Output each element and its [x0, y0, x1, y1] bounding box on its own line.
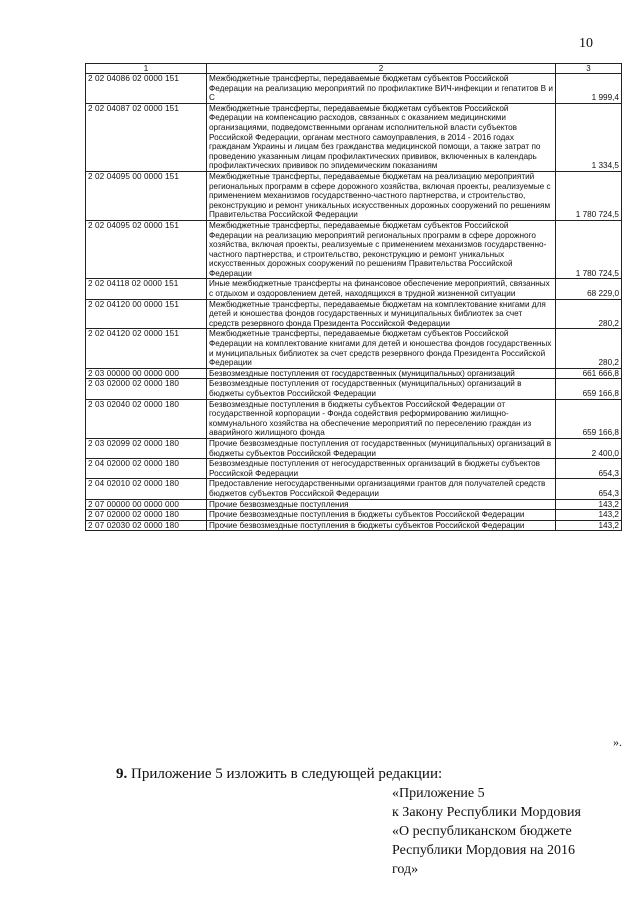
table-header-row: [86, 64, 622, 74]
revenue-description: Прочие безвозмездные поступления: [207, 499, 556, 510]
amount: 143,2: [556, 520, 622, 531]
table-row: [86, 379, 622, 399]
amount: 280,2: [556, 329, 622, 368]
table-row: [86, 299, 622, 329]
amount: 661 666,8: [556, 368, 622, 379]
table-row: [86, 220, 622, 279]
budget-code: 2 02 04118 02 0000 151: [86, 279, 207, 299]
budget-code: 2 07 02030 02 0000 180: [86, 520, 207, 531]
table-row: [86, 103, 622, 171]
column-header: 1: [86, 64, 207, 74]
amount: 280,2: [556, 299, 622, 329]
appendix-line: «Приложение 5: [392, 786, 485, 801]
table-row: [86, 279, 622, 299]
budget-code: 2 03 02000 02 0000 180: [86, 379, 207, 399]
table-row: [86, 479, 622, 499]
revenue-description: Межбюджетные трансферты, передаваемые бюджетам субъектов Российской Федерации на реализацию мероприятий по профилактике ВИЧ-инфекции и гепатитов В и С: [207, 74, 556, 104]
table-row: [86, 171, 622, 220]
budget-code: 2 04 02000 02 0000 180: [86, 459, 207, 479]
revenue-description: Межбюджетные трансферты, передаваемые бюджетам субъектов Российской Федерации на комплектование книгами для детей и юношества фондов государственных и муниципальных библиотек за счет средств резервного фонда Президента Российской Федерации: [207, 329, 556, 368]
column-header: 2: [207, 64, 556, 74]
budget-code: 2 03 00000 00 0000 000: [86, 368, 207, 379]
amount: 654,3: [556, 459, 622, 479]
budget-code: 2 02 04120 00 0000 151: [86, 299, 207, 329]
column-header: 3: [556, 64, 622, 74]
budget-code: 2 02 04086 02 0000 151: [86, 74, 207, 104]
amount: 1 780 724,5: [556, 171, 622, 220]
appendix-line: «О республиканском бюджете: [392, 824, 572, 839]
budget-code: 2 02 04087 02 0000 151: [86, 103, 207, 171]
amount: 1 334,5: [556, 103, 622, 171]
amount: 1 780 724,5: [556, 220, 622, 279]
table-row: [86, 499, 622, 510]
table-row: [86, 520, 622, 531]
budget-code: 2 07 00000 00 0000 000: [86, 499, 207, 510]
table-row: [86, 329, 622, 368]
revenue-description: Межбюджетные трансферты, передаваемые бюджетам на реализацию мероприятий региональных программ в сфере дорожного хозяйства, включая проекты, реализуемые с применением механизмов государственно-частного партнерства, и строительство, реконструкцию и ремонт уникальных искусственных дорожных сооружений по решениям Правительства Российской Федерации: [207, 171, 556, 220]
table-row: [86, 399, 622, 438]
revenue-description: Безвозмездные поступления в бюджеты субъектов Российской Федерации от государственной корпорации - Фонда содействия реформированию жилищно-коммунального хозяйства на обеспечение мероприятий по переселению граждан из аварийного жилищного фонда: [207, 399, 556, 438]
budget-code: 2 03 02099 02 0000 180: [86, 438, 207, 458]
appendix-line: к Закону Республики Мордовия: [392, 805, 581, 820]
item-number: 9.: [116, 766, 128, 782]
amount: 659 166,8: [556, 379, 622, 399]
revenue-description: Предоставление негосударственными организациями грантов для получателей средств бюджетов субъектов Российской Федерации: [207, 479, 556, 499]
item-text: Приложение 5 изложить в следующей редакции:: [131, 766, 443, 782]
amount: 143,2: [556, 510, 622, 521]
appendix-header: [392, 784, 622, 879]
amount: 2 400,0: [556, 438, 622, 458]
revenue-description: Прочие безвозмездные поступления в бюджеты субъектов Российской Федерации: [207, 510, 556, 521]
amount: 659 166,8: [556, 399, 622, 438]
revenue-description: Безвозмездные поступления от негосударственных организаций в бюджеты субъектов Российской Федерации: [207, 459, 556, 479]
appendix-line: год»: [392, 862, 419, 877]
appendix-line: Республики Мордовия на 2016: [392, 843, 576, 858]
revenue-description: Прочие безвозмездные поступления в бюджеты субъектов Российской Федерации: [207, 520, 556, 531]
table-row: [86, 74, 622, 104]
table-row: [86, 368, 622, 379]
revenue-description: Безвозмездные поступления от государственных (муниципальных) организаций в бюджеты субъектов Российской Федерации: [207, 379, 556, 399]
table-row: [86, 510, 622, 521]
revenue-description: Прочие безвозмездные поступления от государственных (муниципальных) организаций в бюджеты субъектов Российской Федерации: [207, 438, 556, 458]
budget-code: 2 02 04095 00 0000 151: [86, 171, 207, 220]
revenue-description: Безвозмездные поступления от государственных (муниципальных) организаций: [207, 368, 556, 379]
table-row: [86, 459, 622, 479]
revenue-table: [85, 63, 622, 531]
amount: 1 999,4: [556, 74, 622, 104]
closing-quote: ».: [613, 735, 622, 749]
table-row: [86, 438, 622, 458]
revenue-description: Иные межбюджетные трансферты на финансовое обеспечение мероприятий, связанных с отдыхом и оздоровлением детей, находящихся в трудной жизненной ситуации: [207, 279, 556, 299]
item-9-paragraph: [116, 766, 442, 783]
budget-code: 2 04 02010 02 0000 180: [86, 479, 207, 499]
revenue-description: Межбюджетные трансферты, передаваемые бюджетам на комплектование книгами для детей и юношества фондов государственных и муниципальных библиотек за счет средств резервного фонда Президента Российской Федерации: [207, 299, 556, 329]
budget-code: 2 02 04120 02 0000 151: [86, 329, 207, 368]
revenue-description: Межбюджетные трансферты, передаваемые бюджетам субъектов Российской Федерации на реализацию мероприятий региональных программ в сфере дорожного хозяйства, включая проекты, реализуемые с применением механизмов государственно-частного партнерства, и строительство, реконструкцию и ремонт уникальных искусственных дорожных сооружений по решениям Правительства Российской Федерации: [207, 220, 556, 279]
budget-code: 2 07 02000 02 0000 180: [86, 510, 207, 521]
page-number: 10: [579, 36, 593, 51]
amount: 68 229,0: [556, 279, 622, 299]
revenue-description: Межбюджетные трансферты, передаваемые бюджетам субъектов Российской Федерации на компенсацию расходов, связанных с оказанием медицинскими организациями, подведомственными органам исполнительной власти субъектов Российской Федерации, органам местного самоуправления, в 2014 - 2016 годах гражданам Украины и лицам без гражданства медицинской помощи, а также затрат по проведению указанным лицам профилактических прививок, включенных в календарь профилактических прививок по эпидемическим показаниям: [207, 103, 556, 171]
amount: 654,3: [556, 479, 622, 499]
amount: 143,2: [556, 499, 622, 510]
budget-code: 2 03 02040 02 0000 180: [86, 399, 207, 438]
budget-code: 2 02 04095 02 0000 151: [86, 220, 207, 279]
